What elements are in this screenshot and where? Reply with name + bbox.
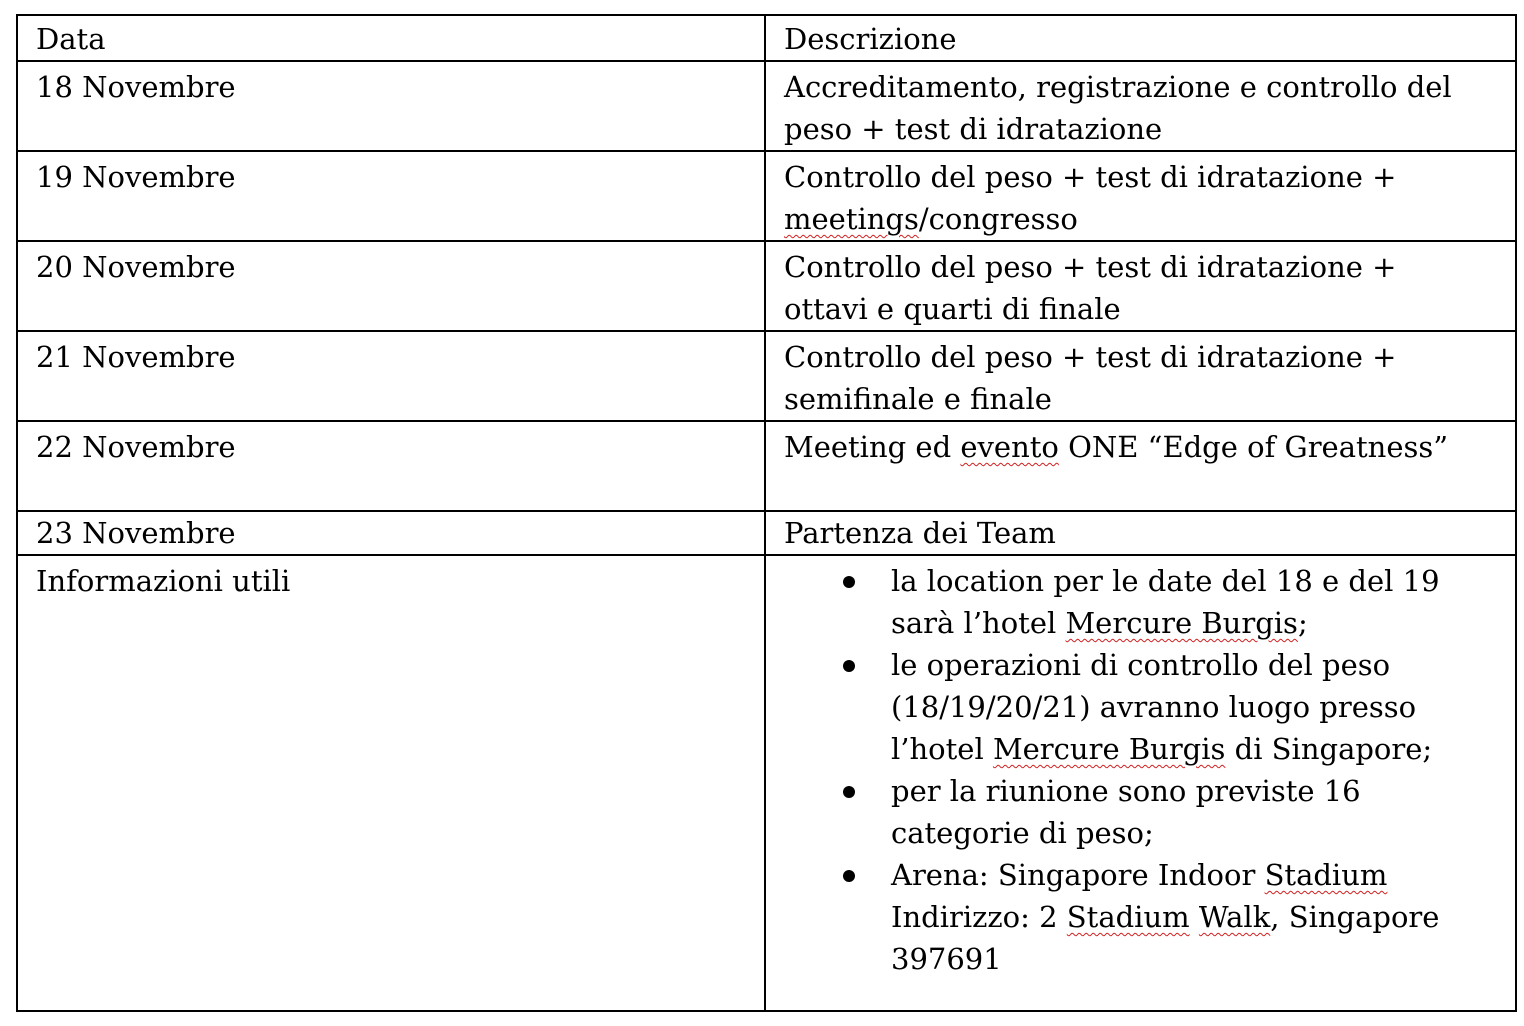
date-text: 23 Novembre <box>36 516 236 550</box>
bullet-icon <box>843 786 855 798</box>
list-item: le operazioni di controllo del peso (18/19/20/21) avranno luogo presso l’hotel Mercure Burgis di Singapore; <box>766 644 1515 770</box>
description-cell <box>765 511 1516 555</box>
date-cell <box>17 241 765 331</box>
table-row <box>17 421 1516 511</box>
table-row <box>17 151 1516 241</box>
bullet-icon <box>843 660 855 672</box>
info-label-cell <box>17 555 765 1011</box>
bullet-icon <box>843 870 855 882</box>
schedule-table <box>16 14 1517 1012</box>
description-text: Controllo del peso + test di idratazione + semifinale e finale <box>784 340 1397 416</box>
description-cell <box>765 421 1516 511</box>
description-text: Meeting ed evento ONE “Edge of Greatness” <box>784 430 1449 464</box>
date-text: 21 Novembre <box>36 340 236 374</box>
date-cell <box>17 511 765 555</box>
description-cell <box>765 241 1516 331</box>
date-text: 20 Novembre <box>36 250 236 284</box>
header-cell-date <box>17 15 765 61</box>
description-cell <box>765 331 1516 421</box>
date-cell <box>17 331 765 421</box>
date-text: 19 Novembre <box>36 160 236 194</box>
bullet-icon <box>843 576 855 588</box>
table-row <box>17 511 1516 555</box>
spellcheck-marked-word[interactable]: Mercure Burgis <box>992 732 1226 766</box>
list-item: per la riunione sono previste 16 categorie di peso; <box>766 770 1515 854</box>
table-row <box>17 241 1516 331</box>
list-item: la location per le date del 18 e del 19 sarà l’hotel Mercure Burgis; <box>766 560 1515 644</box>
date-cell <box>17 61 765 151</box>
spellcheck-marked-word[interactable]: meetings <box>784 202 919 236</box>
info-content-cell <box>765 555 1516 1011</box>
description-text: Controllo del peso + test di idratazione + ottavi e quarti di finale <box>784 250 1397 326</box>
table-header-row <box>17 15 1516 61</box>
date-text: 18 Novembre <box>36 70 236 104</box>
info-bullet-list <box>766 556 1515 980</box>
description-cell <box>765 151 1516 241</box>
date-text: 22 Novembre <box>36 430 236 464</box>
description-text: Partenza dei Team <box>784 516 1056 550</box>
spellcheck-marked-word[interactable]: Mercure Burgis <box>1065 606 1298 640</box>
spellcheck-marked-word[interactable]: Stadium <box>1264 858 1388 892</box>
table-row <box>17 331 1516 421</box>
table-row <box>17 61 1516 151</box>
header-description-label: Descrizione <box>784 22 957 56</box>
info-row <box>17 555 1516 1011</box>
description-text: Controllo del peso + test di idratazione + meetings/congresso <box>784 160 1397 236</box>
spellcheck-marked-word[interactable]: Stadium <box>1066 900 1190 934</box>
description-cell <box>765 61 1516 151</box>
date-cell <box>17 151 765 241</box>
header-cell-description <box>765 15 1516 61</box>
info-label: Informazioni utili <box>36 564 291 598</box>
spellcheck-marked-word[interactable]: evento <box>960 430 1059 464</box>
list-item: Arena: Singapore Indoor Stadium Indirizzo: 2 Stadium Walk, Singapore 397691 <box>766 854 1515 980</box>
description-text: Accreditamento, registrazione e controllo del peso + test di idratazione <box>784 70 1452 146</box>
date-cell <box>17 421 765 511</box>
header-date-label: Data <box>36 22 106 56</box>
spellcheck-marked-word[interactable]: Walk <box>1198 900 1271 934</box>
